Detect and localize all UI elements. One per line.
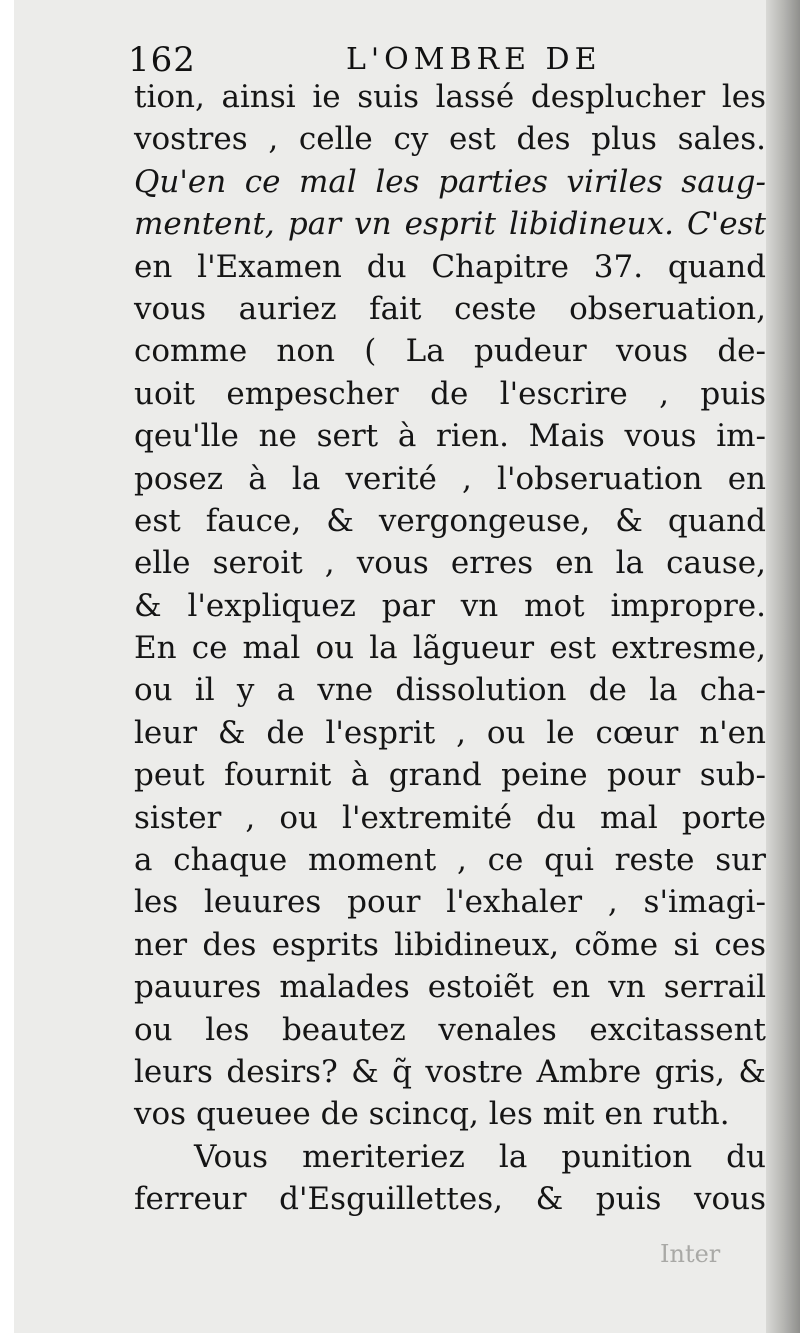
- text-line: uoit empescher de l'escrire , puis: [134, 375, 766, 412]
- text-line: ou il y a vne dissolution de la cha-: [134, 672, 766, 709]
- text-line-italic: Qu'en ce mal les parties viriles saug-: [134, 163, 766, 200]
- text-line: est fauce, & vergongeuse, & quand: [134, 502, 766, 539]
- text-line: vos queuee de scincq, les mit en ruth.: [134, 1096, 730, 1133]
- text-line: pauures malades estoiẽt en vn serrail: [134, 969, 766, 1006]
- text-line: En ce mal ou la lãgueur est extresme,: [134, 630, 766, 667]
- text-line: posez à la verité , l'obseruation en: [134, 460, 766, 497]
- text-line: a chaque moment , ce qui reste sur: [134, 842, 766, 879]
- text-line-paragraph-start: Vous meriteriez la punition du: [194, 1138, 766, 1175]
- text-line: sister , ou l'extremité du mal porte: [134, 799, 766, 836]
- text-line: vostres , celle cy est des plus sales.: [134, 121, 766, 158]
- text-line: comme non ( La pudeur vous de-: [134, 333, 766, 370]
- page-left-margin: [0, 0, 14, 1333]
- page-number: 162: [128, 40, 196, 80]
- text-line: tion, ainsi ie suis lassé desplucher les: [134, 79, 766, 115]
- page-binding-shadow: [766, 0, 800, 1333]
- text-line: leur & de l'esprit , ou le cœur n'en: [134, 714, 766, 751]
- text-line: peut fournit à grand peine pour sub-: [134, 757, 766, 794]
- text-line: vous auriez fait ceste obseruation,: [134, 290, 766, 327]
- text-line: elle seroit , vous erres en la cause,: [134, 545, 766, 582]
- running-head: L'OMBRE DE: [346, 42, 602, 77]
- text-line: & l'expliquez par vn mot impropre.: [134, 587, 766, 624]
- text-line: en l'Examen du Chapitre 37. quand: [134, 248, 766, 285]
- text-line: ou les beautez venales excitassent: [134, 1011, 766, 1048]
- text-line: ferreur d'Esguillettes, & puis vous: [134, 1181, 766, 1218]
- text-line: leurs desirs? & q̃ vostre Ambre gris, &: [134, 1053, 766, 1090]
- text-line: qeu'lle ne sert à rien. Mais vous im-: [134, 418, 766, 455]
- catchword: Inter: [660, 1240, 721, 1268]
- body-text: [134, 76, 766, 1221]
- text-line: les leuures pour l'exhaler , s'imagi-: [134, 884, 766, 921]
- text-line: ner des esprits libidineux, cõme si ces: [134, 926, 766, 963]
- text-line-italic: mentent, par vn esprit libidineux. C'est: [134, 206, 766, 243]
